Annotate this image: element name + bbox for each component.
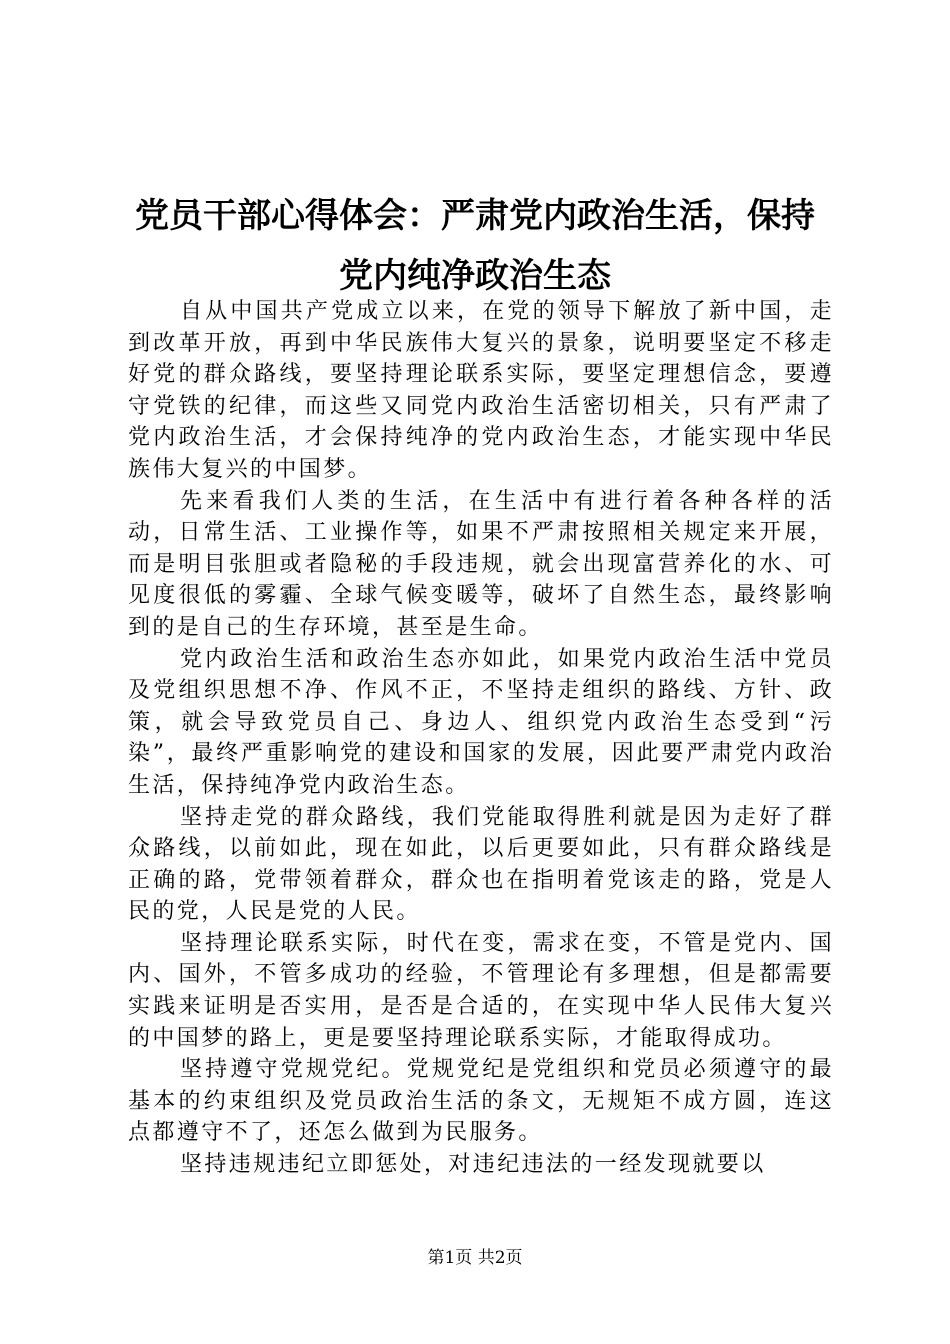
paragraph-3: 党内政治生活和政治生态亦如此，如果党内政治生活中党员及党组织思想不净、作风不正，不坚持走组织的路线、方针、政策，就会导致党员自己、身边人、组织党内政治生态受到“污染”，最终严重影响党的建设和国家的发展，因此要严肃党内政治生活，保持纯净党内政治生态。 <box>128 646 834 798</box>
document-title-line-2: 党内纯净政治生态 <box>339 256 611 296</box>
paragraph-2: 先来看我们人类的生活，在生活中有进行着各种各样的活动，日常生活、工业操作等，如果不严肃按照相关规定来开展，而是明目张胆或者隐秘的手段违规，就会出现富营养化的水、可见度很低的雾霾、全球气候变暖等，破坏了自然生态，最终影响到的是自己的生存环境，甚至是生命。 <box>128 488 834 640</box>
document-body <box>128 296 834 1181</box>
page-number-footer: 第1页 共2页 <box>427 1248 523 1268</box>
paragraph-1: 自从中国共产党成立以来，在党的领导下解放了新中国，走到改革开放，再到中华民族伟大复兴的景象，说明要坚定不移走好党的群众路线，要坚持理论联系实际，要坚定理想信念，要遵守党铁的纪律，而这些又同党内政治生活密切相关，只有严肃了党内政治生活，才会保持纯净的党内政治生态，才能实现中华民族伟大复兴的中国梦。 <box>128 299 834 482</box>
paragraph-5: 坚持理论联系实际，时代在变，需求在变，不管是党内、国内、国外，不管多成功的经验，不管理论有多理想，但是都需要实践来证明是否实用，是否是合适的，在实现中华人民伟大复兴的中国梦的路上，更是要坚持理论联系实际，才能取得成功。 <box>128 930 834 1051</box>
paragraph-4: 坚持走党的群众路线，我们党能取得胜利就是因为走好了群众路线，以前如此，现在如此，以后更要如此，只有群众路线是正确的路，党带领着群众，群众也在指明着党该走的路，党是人民的党，人民是党的人民。 <box>128 804 834 925</box>
paragraph-7: 坚持违规违纪立即惩处，对违纪违法的一经发现就要以 <box>180 1152 766 1178</box>
document-title-line-1: 党员干部心得体会：严肃党内政治生活，保持 <box>135 196 815 236</box>
paragraph-6: 坚持遵守党规党纪。党规党纪是党组织和党员必须遵守的最基本的约束组织及党员政治生活的条文，无规矩不成方圆，连这点都遵守不了，还怎么做到为民服务。 <box>128 1057 834 1146</box>
